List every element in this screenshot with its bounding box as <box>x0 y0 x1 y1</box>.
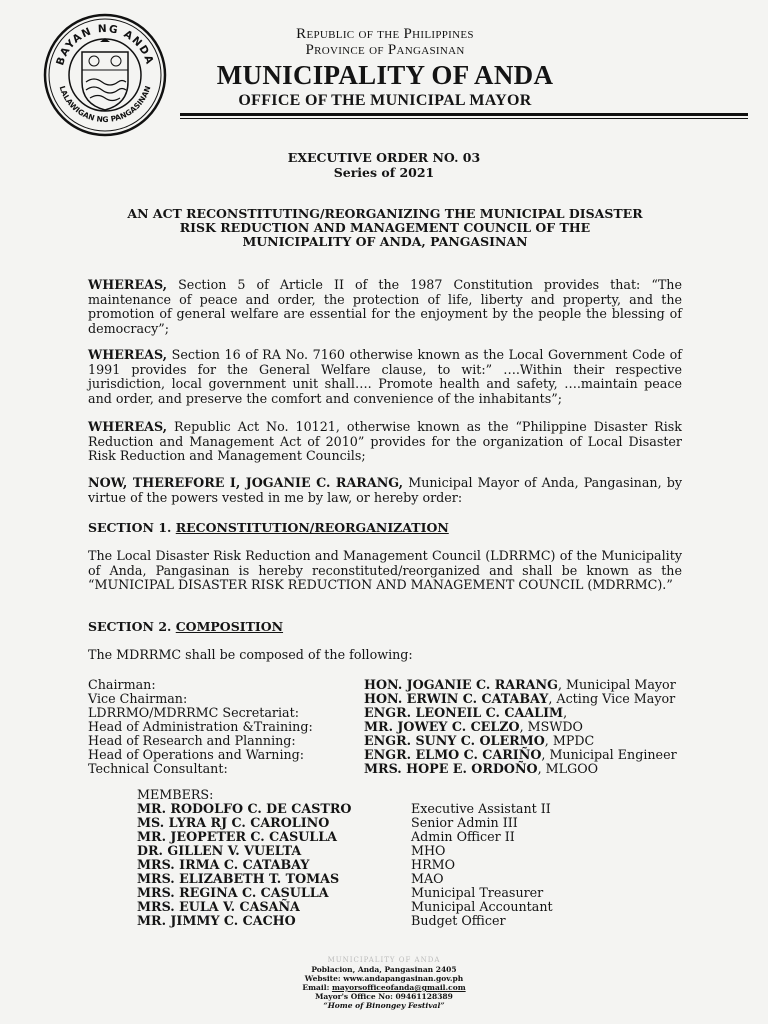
header-rule-thin <box>180 118 748 119</box>
whereas-clause <box>88 278 682 336</box>
municipal-seal-icon <box>42 12 168 138</box>
member-position: MHO <box>411 843 446 858</box>
officer-role: Head of Operations and Warning: <box>88 747 305 762</box>
officer-role: LDRRMO/MDRRMC Secretariat: <box>88 705 299 720</box>
section-1-body: The Local Disaster Risk Reduction and Management Council (LDRRMC) of the Municipality of Anda, Pangasinan is hereby reconstituted/reorganized and shall be known as the “MUNICIPAL DISASTER RISK REDUCTION AND MANAGEMENT COUNCIL (MDRRMC).” <box>88 548 682 593</box>
officer-title: , Acting Vice Mayor <box>548 691 676 706</box>
officer-title: , Municipal Mayor <box>557 677 676 692</box>
municipality-name: MUNICIPALITY OF ANDA <box>216 60 554 90</box>
officer-role: Head of Administration &Training: <box>88 719 313 734</box>
whereas-text: Section 16 of RA No. 7160 otherwise known as the Local Government Code of 1991 provides for the General Welfare clause, to wit:” ….Within their respective jurisdiction, local government unit shall…. Promote health and safety, ….maintain peace and order, and preserve the comfort and convenience of the inhabitants”; <box>88 347 682 406</box>
member-name: MRS. REGINA C. CASULLA <box>137 885 329 900</box>
member-name: MRS. ELIZABETH T. TOMAS <box>137 871 340 886</box>
section-2-intro: The MDRRMC shall be composed of the following: <box>88 647 413 662</box>
svg-text:BAYAN NG ANDA <box>54 23 156 67</box>
officer-name: HON. JOGANIE C. RARANG <box>364 677 558 692</box>
footer-phone: Mayor's Office No: 09461128389 <box>315 992 453 1001</box>
officer-role: Chairman: <box>88 677 156 692</box>
officer-name: MR. JOWEY C. CELZO <box>364 719 520 734</box>
section-2-label: SECTION 2. <box>88 619 176 634</box>
member-name: MR. RODOLFO C. DE CASTRO <box>137 801 352 816</box>
footer-email-line <box>264 983 504 992</box>
officer-name: MRS. HOPE E. ORDOÑO <box>364 761 538 776</box>
member-position: Executive Assistant II <box>411 801 551 816</box>
act-title-line-2: RISK REDUCTION AND MANAGEMENT COUNCIL OF THE <box>179 220 591 235</box>
member-position: Budget Officer <box>411 913 506 928</box>
section-1-title: RECONSTITUTION/REORGANIZATION <box>175 520 449 535</box>
member-position: Municipal Accountant <box>411 899 553 914</box>
member-position: MAO <box>411 871 444 886</box>
members-label: MEMBERS: <box>137 787 214 802</box>
letterhead-footer <box>264 956 504 1010</box>
whereas-clause <box>88 420 682 464</box>
member-name: MRS. EULA V. CASAÑA <box>137 899 300 914</box>
section-2-heading <box>88 619 283 634</box>
now-therefore-text: Municipal Mayor of Anda, Pangasinan, by virtue of the powers vested in me by law, or hereby order: <box>88 475 683 505</box>
officer-title: , <box>563 705 568 720</box>
republic-line: Republic of the Philippines <box>296 26 474 42</box>
section-1-heading <box>88 520 449 535</box>
officer-name: HON. ERWIN C. CATABAY <box>364 691 549 706</box>
footer-festival: “Home of Binongey Festival” <box>323 1001 445 1010</box>
officer-role: Head of Research and Planning: <box>88 733 296 748</box>
order-series: Series of 2021 <box>333 165 435 180</box>
seal-top-text: BAYAN NG ANDA <box>54 22 156 67</box>
whereas-text: Section 5 of Article II of the 1987 Constitution provides that: “The maintenance of peace and order, the protection of life, liberty and property, and the promotion of general welfare are essential for the enjoyment by the people the blessing of democracy”; <box>88 277 682 336</box>
officer-title: , Municipal Engineer <box>541 747 677 762</box>
member-name: MS. LYRA RJ C. CAROLINO <box>137 815 330 830</box>
officer-name: ENGR. LEONEIL C. CAALIM <box>364 705 564 720</box>
now-therefore-clause <box>88 476 682 505</box>
footer-address: Poblacion, Anda, Pangasinan 2405 <box>311 965 457 974</box>
member-position: HRMO <box>411 857 456 872</box>
now-therefore-lead: NOW, THEREFORE I, JOGANIE C. RARANG, <box>88 475 404 490</box>
officer-role: Technical Consultant: <box>88 761 228 776</box>
seal-bottom-text: LALAWIGAN NG PANGASINAN <box>57 84 153 125</box>
member-position: Municipal Treasurer <box>411 885 544 900</box>
footer-email: mayorsofficeofanda@gmail.com <box>331 983 466 992</box>
province-line: Province of Pangasinan <box>305 42 465 58</box>
whereas-lead: WHEREAS, <box>88 277 168 292</box>
member-name: MR. JEOPETER C. CASULLA <box>137 829 337 844</box>
act-title-line-3: MUNICIPALITY OF ANDA, PANGASINAN <box>242 234 528 249</box>
whereas-text: Republic Act No. 10121, otherwise known as the “Philippine Disaster Risk Reduction and Management Act of 2010” provides for the organization of Local Disaster Risk Reduction and Management Councils; <box>88 419 682 464</box>
member-position: Admin Officer II <box>411 829 515 844</box>
letterhead <box>190 26 580 111</box>
whereas-clause <box>88 348 682 406</box>
whereas-lead: WHEREAS, <box>88 347 168 362</box>
officer-entry <box>364 762 598 777</box>
footer-watermark: MUNICIPALITY OF ANDA <box>327 956 441 964</box>
member-name: MRS. IRMA C. CATABAY <box>137 857 310 872</box>
header-rule-thick <box>180 113 748 116</box>
office-name: OFFICE OF THE MUNICIPAL MAYOR <box>238 92 532 109</box>
officer-title: , MLGOO <box>537 761 599 776</box>
footer-website: Website: www.andapangasinan.gov.ph <box>304 974 464 983</box>
member-name: MR. JIMMY C. CACHO <box>137 913 296 928</box>
officer-name: ENGR. ELMO C. CARIÑO <box>364 747 542 762</box>
act-title-line-1: AN ACT RECONSTITUTING/REORGANIZING THE MUNICIPAL DISASTER <box>127 206 643 221</box>
section-1-label: SECTION 1. <box>88 520 176 535</box>
member-name: DR. GILLEN V. VUELTA <box>137 843 302 858</box>
order-number: EXECUTIVE ORDER NO. 03 <box>287 150 481 165</box>
footer-email-label: Email: <box>302 983 332 992</box>
section-2-title: COMPOSITION <box>175 619 284 634</box>
whereas-lead: WHEREAS, <box>88 419 168 434</box>
member-position: Senior Admin III <box>411 815 518 830</box>
officer-title: , MSWDO <box>519 719 583 734</box>
officer-role: Vice Chairman: <box>88 691 188 706</box>
officer-name: ENGR. SUNY C. OLERMO <box>364 733 545 748</box>
officer-title: , MPDC <box>544 733 595 748</box>
